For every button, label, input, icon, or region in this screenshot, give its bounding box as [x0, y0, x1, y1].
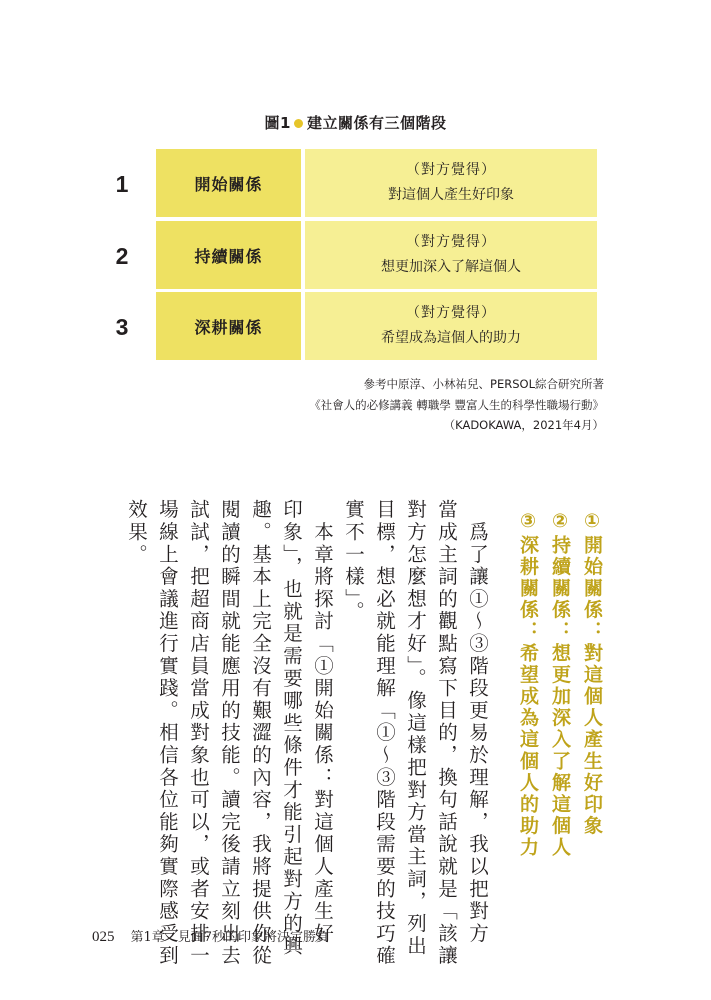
stage-number: 3	[115, 314, 129, 340]
citation-line: 《社會人的必修講義 轉職學 豐富人生的科學性職場行動》	[309, 398, 604, 412]
stage-name: 持續關係	[194, 246, 263, 266]
figure-title	[0, 112, 711, 133]
summary-item: ③深耕關係：希望成為這個人的助力	[517, 510, 539, 859]
chapter-title: 第1章 見面7秒的印象將決定勝負	[130, 930, 330, 945]
body-column: 爲了讓①～③階段更易於理解，我以把對方	[466, 499, 489, 945]
citation-line: 參考中原淳、小林祐兒、PERSOL綜合研究所著	[363, 377, 604, 391]
stage-description: 對這個人產生好印象	[388, 187, 514, 203]
figure-label: 圖1	[264, 114, 291, 132]
stage-number: 1	[115, 171, 129, 197]
stage-name-cell	[156, 221, 301, 289]
body-column: 本章將探討「①開始關係：對這個人產生好	[311, 499, 334, 945]
stage-name: 深耕關係	[194, 317, 263, 337]
stage-perspective: （對方覺得）	[406, 234, 496, 250]
stage-name-cell	[156, 292, 301, 360]
stage-name-cell	[156, 149, 301, 217]
body-column: 對方怎麼想才好」。像這樣把對方當主詞，列出	[404, 499, 427, 958]
stage-desc-cell	[305, 149, 597, 217]
stage-desc-cell	[305, 292, 597, 360]
citation-line: （KADOKAWA，2021年4月）	[443, 418, 604, 432]
body-column: 效果。	[125, 499, 148, 566]
summary-item: ①開始關係：對這個人產生好印象	[581, 510, 603, 837]
page-number: 025	[92, 929, 115, 945]
stage-desc-cell	[305, 221, 597, 289]
bullet-dot-icon	[294, 119, 303, 128]
stage-description: 希望成為這個人的助力	[381, 330, 521, 346]
body-column: 印象」，也就是需要哪些條件才能引起對方的興	[280, 499, 303, 958]
body-column: 當成主詞的觀點寫下目的，換句話說就是「該讓	[435, 499, 458, 968]
stage-perspective: （對方覺得）	[406, 162, 496, 178]
body-column: 閱讀的瞬間就能應用的技能。讀完後請立刻出去	[218, 499, 241, 968]
body-column: 實不一樣」。	[342, 499, 365, 624]
stage-name: 開始關係	[194, 174, 263, 194]
body-column: 試試，把超商店員當成對象也可以，或者安排一	[187, 499, 210, 968]
stage-description: 想更加深入了解這個人	[381, 259, 521, 275]
page-footer	[92, 926, 329, 946]
summary-item: ②持續關係：想更加深入了解這個人	[549, 510, 571, 859]
body-column: 目標，想必就能理解「①～③階段需要的技巧確	[373, 499, 396, 968]
stage-number: 2	[115, 243, 129, 269]
figure-title-text: 建立關係有三個階段	[306, 114, 447, 132]
body-column: 場線上會議進行實踐。相信各位能夠實際感受到	[156, 499, 179, 968]
stage-perspective: （對方覺得）	[406, 305, 496, 321]
body-column: 趣。基本上完全沒有艱澀的內容，我將提供你從	[249, 499, 272, 968]
